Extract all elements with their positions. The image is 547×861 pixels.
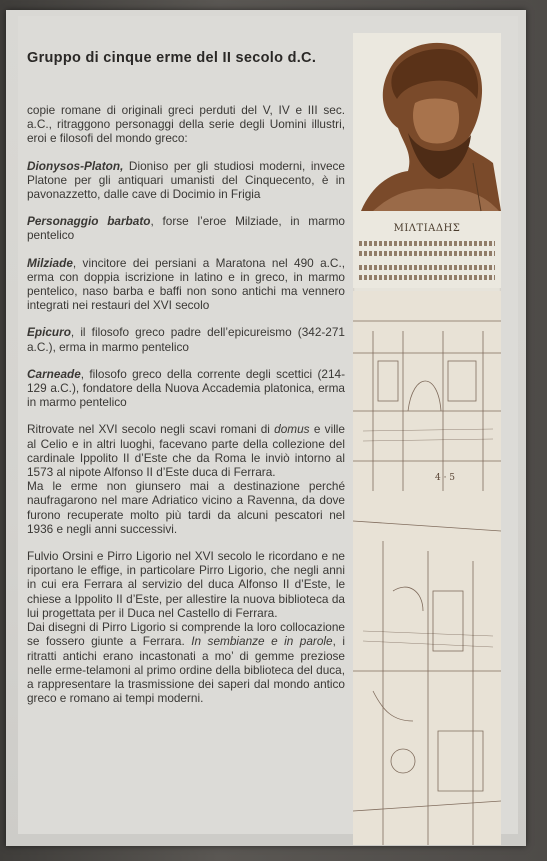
ligorio-paragraph: Fulvio Orsini e Pirro Ligorio nel XVI secolo le ricordano e ne riportano le effige, in particolare Pirro Ligorio, che negli anni in cui era Ferrara al servizio del duca Alfonso II d’Este, le chiese a Ippolito II d’Este, per allestire la nuova biblioteca da lui progettata per il Duca nel Castello di Ferrara. (27, 549, 345, 620)
history-text-italic: domus (274, 422, 310, 437)
history-text-a: Ritrovate nel XVI secolo negli scavi romani di (27, 422, 275, 437)
entry-epicuro (27, 325, 345, 353)
library-text-italic: In sembianze e in parole (191, 634, 333, 649)
entry-text: , vincitore dei persiani a Maratona nel 490 a.C., erma con doppia iscrizione in latino e in greco, in marmo pentelico, naso barba e baffi non sono antichi ma vennero integrati nei restauri del XVI secolo (27, 255, 345, 313)
entry-name: Dionysos-Platon, (27, 158, 124, 173)
bust-portrait-image (353, 33, 501, 288)
entry-text: , il filosofo greco padre dell’epicureismo (342-271 a.C.), erma in marmo pentelico (27, 325, 345, 354)
panel-text (27, 103, 345, 705)
entry-name: Personaggio barbato (27, 214, 151, 229)
entry-milziade (27, 256, 345, 313)
inscription-line (359, 275, 495, 280)
entry-dionysos (27, 159, 345, 202)
library-paragraph (27, 620, 345, 705)
library-text-b: , i ritratti antichi erano incastonati a mo’ di gemme preziose nelle erme-telamoni al primo ordine della biblioteca del duca, a rappresentare la trasmissione dei saperi dal mondo antico greco e romano ai tempi moderni. (27, 634, 345, 706)
entry-carneade (27, 367, 345, 410)
entry-text: , filosofo greco della corrente degli scettici (214-129 a.C.), fondatore della Nuova Accademia platonica, erma in marmo pentelico (27, 366, 345, 410)
entry-name: Epicuro (27, 325, 71, 340)
architectural-sketch-image (353, 291, 501, 845)
entry-text: , forse l’eroe Milziade, in marmo pentelico (27, 214, 345, 243)
history-text-b: e ville al Celio e in altri luoghi, facevano parte della collezione del cardinale Ippolito II d’Este che da Roma le inviò intorno al 1573 al nipote Alfonso II d’Este duca di Ferrara. (27, 422, 345, 480)
shipwreck-paragraph: Ma le erme non giunsero mai a destinazione perché naufragarono nel mare Adriatico vicino a Ravenna, da dove furono recuperate molto più tardi da alcuni pescatori nel 1936 e negli anni successivi. (27, 479, 345, 536)
inscription-line (359, 251, 495, 256)
entry-barbato (27, 214, 345, 242)
entry-name: Carneade (27, 366, 81, 381)
inscription-line (359, 265, 495, 270)
intro-paragraph: copie romane di originali greci perduti del V, IV e III sec. a.C., ritraggono personaggi della serie degli Uomini illustri, eroi e filosofi del mondo greco: (27, 103, 345, 146)
panel-title: Gruppo di cinque erme del II secolo d.C. (27, 50, 317, 66)
illustration-strip (353, 33, 501, 845)
history-paragraph (27, 422, 345, 479)
sketch-annotation: 4 · 5 (435, 473, 456, 483)
entry-name: Milziade (27, 255, 73, 270)
greek-inscription: ΜΙΛΤΙΑΔΗΣ (393, 223, 461, 234)
library-text-a: Dai disegni di Pirro Ligorio si comprende la loro collocazione se fossero giunte a Ferrara. (27, 620, 345, 649)
entry-text: Dioniso per gli studiosi moderni, invece Platone per gli antiquari umanisti del Cinquecento, è in pavonazzetto, dalle cave di Docimio in Frigia (27, 158, 345, 202)
inscription-line (359, 241, 495, 246)
